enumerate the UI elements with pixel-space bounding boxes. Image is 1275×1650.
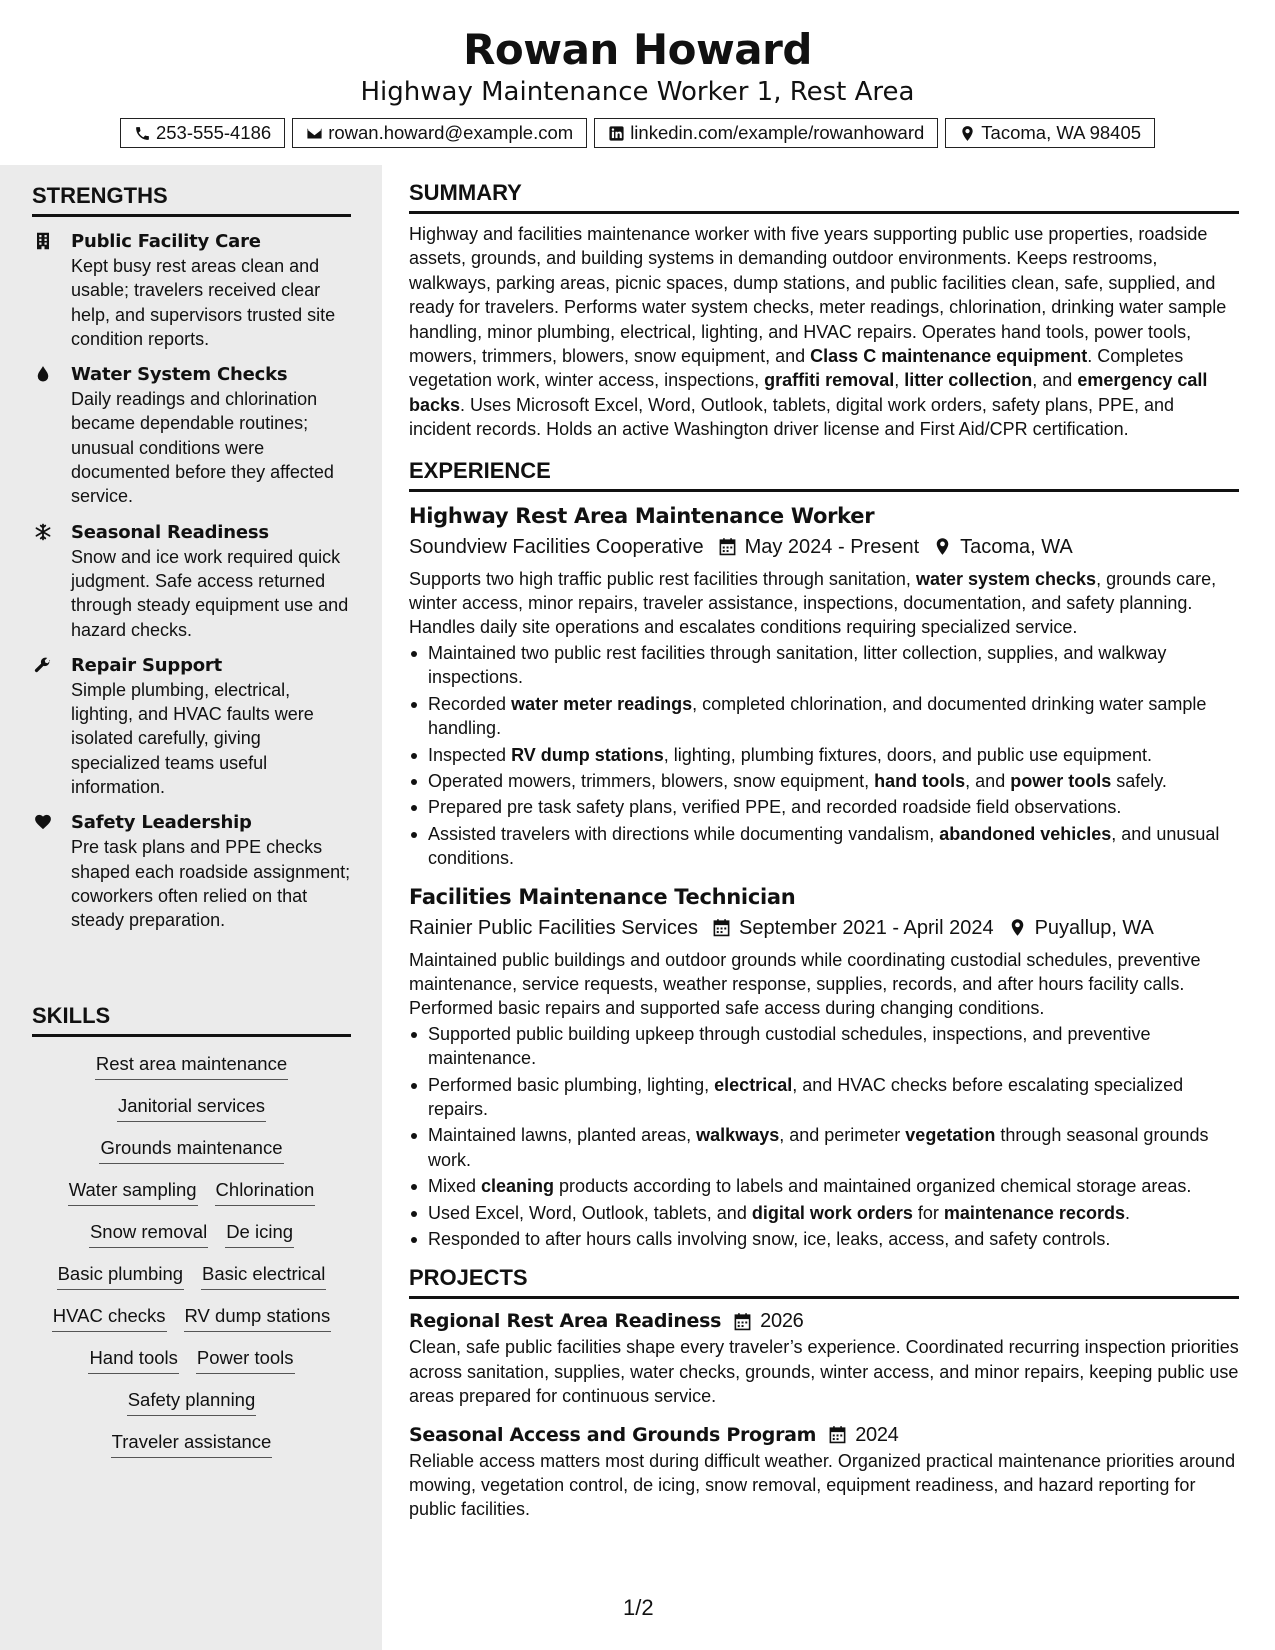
project-year: 2024: [855, 1423, 899, 1446]
contact-phone[interactable]: [120, 118, 285, 148]
job-meta: [409, 912, 1239, 944]
strength-title: Public Facility Care: [71, 231, 261, 252]
droplet-icon: [34, 365, 52, 383]
skill-tag: Water sampling: [68, 1175, 198, 1206]
job-bullet: Performed basic plumbing, lighting, electrical, and HVAC checks before escalating specialized repairs.: [409, 1073, 1239, 1122]
strength-item: [32, 230, 351, 351]
skill-tag: Power tools: [196, 1343, 295, 1374]
job-bullet: Maintained two public rest facilities through sanitation, litter collection, supplies, and walkway inspections.: [409, 641, 1239, 690]
job-bullet: Maintained lawns, planted areas, walkways, and perimeter vegetation through seasonal grounds work.: [409, 1123, 1239, 1172]
building-icon: [34, 232, 52, 250]
job-company: Rainier Public Facilities Services: [409, 916, 698, 939]
calendar-icon: [718, 537, 737, 556]
contact-location-text: Tacoma, WA 98405: [981, 122, 1142, 143]
contact-email[interactable]: [292, 118, 587, 148]
phone-icon: [134, 125, 151, 142]
projects-heading: PROJECTS: [409, 1265, 1239, 1299]
job-bullet: Inspected RV dump stations, lighting, plumbing fixtures, doors, and public use equipment.: [409, 743, 1239, 767]
job-bullet: Supported public building upkeep through custodial schedules, inspections, and preventive maintenance.: [409, 1022, 1239, 1071]
job-company: Soundview Facilities Cooperative: [409, 535, 704, 558]
project-description: Clean, safe public facilities shape every traveler’s experience. Coordinated recurring inspection priorities across sanitation, supplies, water checks, grounds, winter access, and minor repairs, keeping public use areas prepared for continuous service.: [409, 1337, 1239, 1407]
strengths-section: [32, 183, 351, 945]
project-entry: [409, 1421, 1239, 1522]
skill-tag: RV dump stations: [184, 1301, 332, 1332]
skills-section: [32, 1003, 351, 1469]
job-description: Supports two high traffic public rest facilities through sanitation, water system checks, grounds care, winter access, minor repairs, traveler assistance, inspections, documentation, and safety planning. Handles daily site operations and escalates conditions requiring specialized service.: [409, 568, 1217, 638]
skill-row: [32, 1259, 351, 1290]
strength-description: Kept busy rest areas clean and usable; travelers received clear help, and supervisors trusted site condition reports.: [71, 256, 336, 349]
skill-row: [32, 1091, 351, 1122]
project-title: Seasonal Access and Grounds Program: [409, 1423, 817, 1446]
wrench-icon: [34, 656, 52, 674]
project-year: 2026: [760, 1310, 804, 1333]
skills-list: [32, 1049, 351, 1458]
map-pin-icon: [959, 125, 976, 142]
strength-title: Seasonal Readiness: [71, 521, 269, 543]
summary-heading: SUMMARY: [409, 180, 1239, 214]
job-location: Tacoma, WA: [960, 535, 1073, 558]
contact-linkedin[interactable]: [594, 118, 938, 148]
job-bullets: [409, 1022, 1239, 1252]
map-pin-icon: [1008, 918, 1027, 937]
strength-item: [32, 521, 351, 642]
skill-row: [32, 1175, 351, 1206]
contact-location[interactable]: [945, 118, 1155, 148]
strengths-heading: STRENGTHS: [32, 183, 351, 217]
job-bullet: Responded to after hours calls involving snow, ice, leaks, access, and safety controls.: [409, 1227, 1239, 1251]
skill-tag: Basic plumbing: [57, 1259, 184, 1290]
job-bullet: Prepared pre task safety plans, verified PPE, and recorded roadside field observations.: [409, 795, 1239, 819]
job-location: Puyallup, WA: [1034, 916, 1154, 939]
strength-description: Snow and ice work required quick judgment. Safe access returned through steady equipment use and hazard checks.: [71, 546, 349, 640]
calendar-icon: [828, 1425, 847, 1444]
resume-header: [0, 0, 1275, 148]
job-bullet: Recorded water meter readings, completed chlorination, and documented drinking water sample handling.: [409, 692, 1239, 741]
calendar-icon: [733, 1312, 752, 1331]
calendar-icon: [712, 918, 731, 937]
skill-tag: Chlorination: [215, 1175, 316, 1206]
skill-tag: Janitorial services: [117, 1091, 266, 1122]
job-dates: September 2021 - April 2024: [738, 916, 994, 939]
job-bullet: Used Excel, Word, Outlook, tablets, and digital work orders for maintenance records.: [409, 1201, 1239, 1225]
job-title: Highway Rest Area Maintenance Worker: [409, 503, 875, 528]
project-title-row: [409, 1421, 1239, 1449]
strength-item: [32, 654, 351, 799]
skill-tag: Traveler assistance: [111, 1427, 273, 1458]
skill-row: [32, 1049, 351, 1080]
strength-title: Safety Leadership: [71, 812, 252, 834]
page-number: 1/2: [623, 1595, 654, 1620]
skill-tag: De icing: [225, 1217, 294, 1248]
project-entry: [409, 1307, 1239, 1408]
skill-tag: Basic electrical: [201, 1259, 326, 1290]
project-title: Regional Rest Area Readiness: [409, 1310, 722, 1333]
projects-section: [409, 1265, 1239, 1521]
skill-tag: HVAC checks: [52, 1301, 167, 1332]
sidebar: [0, 165, 382, 1650]
skill-tag: Hand tools: [88, 1343, 178, 1374]
skill-tag: Snow removal: [89, 1217, 208, 1248]
project-title-row: [409, 1307, 1239, 1335]
experience-section: [409, 458, 1239, 1252]
contact-bar: [0, 118, 1275, 148]
job-entry: [409, 502, 1239, 871]
experience-heading: EXPERIENCE: [409, 458, 1239, 492]
job-bullet: Mixed cleaning products according to labels and maintained organized chemical storage areas.: [409, 1174, 1239, 1198]
strength-description: Daily readings and chlorination became dependable routines; unusual conditions were documented before they affected service.: [71, 389, 334, 507]
strength-description: Pre task plans and PPE checks shaped each roadside assignment; coworkers often relied on that steady preparation.: [71, 837, 351, 931]
skill-tag: Safety planning: [127, 1385, 257, 1416]
job-title: Facilities Maintenance Technician: [409, 884, 796, 909]
job-description: Maintained public buildings and outdoor grounds while coordinating custodial schedules, preventive maintenance, service requests, weather response, supplies, records, and after hours facility calls. Performed basic repairs and supported safe access during changing conditions.: [409, 949, 1201, 1019]
project-description: Reliable access matters most during difficult weather. Organized practical maintenance priorities around mowing, vegetation control, de icing, snow removal, equipment readiness, and hazard reporting for public facilities.: [409, 1450, 1236, 1520]
strength-item: [32, 363, 351, 508]
map-pin-icon: [933, 537, 952, 556]
skill-row: [32, 1343, 351, 1374]
job-dates: May 2024 - Present: [744, 535, 920, 558]
contact-phone-text: 253-555-4186: [155, 122, 272, 143]
skill-row: [32, 1301, 351, 1332]
strength-title: Repair Support: [71, 654, 223, 676]
strength-title: Water System Checks: [71, 364, 288, 386]
skill-row: [32, 1385, 351, 1416]
main-column: [409, 180, 1239, 1522]
skill-tag: Grounds maintenance: [99, 1133, 283, 1164]
envelope-icon: [306, 125, 323, 142]
job-bullet: Assisted travelers with directions while documenting vandalism, abandoned vehicles, and unusual conditions.: [409, 822, 1239, 871]
job-meta: [409, 531, 1239, 563]
skills-heading: SKILLS: [32, 1003, 351, 1037]
candidate-role: Highway Maintenance Worker 1, Rest Area: [360, 77, 915, 107]
linkedin-icon: [608, 125, 625, 142]
job-bullets: [409, 641, 1239, 871]
skill-row: [32, 1133, 351, 1164]
skill-row: [32, 1217, 351, 1248]
summary-section: [409, 180, 1239, 442]
contact-linkedin-text: linkedin.com/example/rowanhoward: [630, 122, 925, 143]
job-bullet: Operated mowers, trimmers, blowers, snow equipment, hand tools, and power tools safely.: [409, 769, 1239, 793]
skill-row: [32, 1427, 351, 1458]
job-entry: [409, 883, 1239, 1252]
heart-icon: [34, 813, 52, 831]
contact-email-text: rowan.howard@example.com: [328, 122, 574, 143]
skill-tag: Rest area maintenance: [95, 1049, 288, 1080]
strength-item: [32, 811, 351, 932]
snowflake-icon: [34, 523, 52, 541]
strength-description: Simple plumbing, electrical, lighting, and HVAC faults were isolated carefully, giving specialized teams useful information.: [71, 679, 314, 798]
candidate-name: Rowan Howard: [463, 25, 812, 74]
summary-text: Highway and facilities maintenance worker with five years supporting public use properties, roadside assets, grounds, and building systems in demanding outdoor environments. Keeps restrooms, walkways, parking areas, picnic spaces, dump stations, and public facilities clean, safe, supplied, and ready for travelers. Performs water system checks, meter readings, chlorination, drinking water sample handling, minor plumbing, electrical, lighting, and HVAC repairs. Operates hand tools, power tools, mowers, trimmers, blowers, snow equipment, and Class C maintenance equipment. Completes vegetation work, winter access, inspections, graffiti removal, litter collection, and emergency call backs. Uses Microsoft Excel, Word, Outlook, tablets, digital work orders, safety plans, PPE, and incident records. Holds an active Washington driver license and First Aid/CPR certification.: [409, 224, 1227, 440]
